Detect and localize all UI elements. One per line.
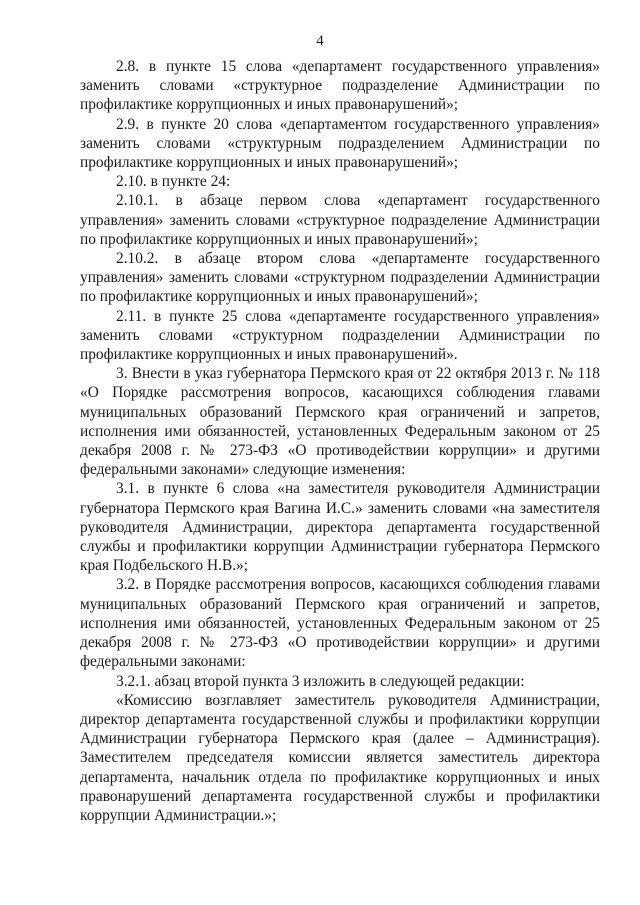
paragraph-2-11: 2.11. в пункте 25 слова «департаменте государственного управления» заменить словами «структурном подразделении Администрации по профилактике коррупционных и иных правонарушений». (80, 307, 600, 364)
paragraph-2-9: 2.9. в пункте 20 слова «департаментом государственного управления» заменить словами «структурным подразделением Администрации по профилактике коррупционных и иных правонарушений»; (80, 115, 600, 172)
paragraph-3-1: 3.1. в пункте 6 слова «на заместителя руководителя Администрации губернатора Пермского края Вагина И.С.» заменить словами «на заместителя руководителя Администрации, директора департамента государственной службы и профилактики коррупции Администрации губернатора Пермского края Подбельского Н.В.»; (80, 480, 600, 575)
paragraph-2-10-2: 2.10.2. в абзаце втором слова «департаменте государственного управления» заменить словами «структурном подразделении Администрации по профилактике коррупционных и иных правонарушений»; (80, 250, 600, 306)
page-number: 4 (316, 33, 324, 49)
paragraph-quote: «Комиссию возглавляет заместитель руководителя Администрации, директор департамента государственной службы и профилактики коррупции Администрации губернатора Пермского края (далее – Администрация). Заместителем председателя комиссии является заместитель директора департамента, начальник отдела по профилактике коррупционных и иных правонарушений департамента государственной службы и профилактики коррупции Администрации.»; (80, 691, 600, 824)
paragraph-3: 3. Внести в указ губернатора Пермского края от 22 октября 2013 г. № 118 «О Порядке рассмотрения вопросов, касающихся соблюдения главами муниципальных образований Пермского края ограничений и запретов, исполнения ими обязанностей, установленных Федеральным законом от 25 декабря 2008 г. № 273-ФЗ «О противодействии коррупции» и другими федеральными законами» следующие изменения: (80, 365, 600, 479)
paragraph-3-2: 3.2. в Порядке рассмотрения вопросов, касающихся соблюдения главами муниципальных образований Пермского края ограничений и запретов, исполнения ими обязанностей, установленных Федеральным законом от 25 декабря 2008 г. № 273-ФЗ «О противодействии коррупции» и другими федеральными законами: (80, 576, 600, 671)
paragraph-2-10-1: 2.10.1. в абзаце первом слова «департамент государственного управления» заменить словами «структурное подразделение Администрации по профилактике коррупционных и иных правонарушений»; (80, 192, 600, 248)
document-body (80, 57, 600, 825)
paragraph-2-10: 2.10. в пункте 24: (116, 173, 231, 191)
paragraph-3-2-1: 3.2.1. абзац второй пункта 3 изложить в следующей редакции: (116, 672, 525, 690)
paragraph-2-8: 2.8. в пункте 15 слова «департамент государственного управления» заменить словами «структурное подразделение Администрации по профилактике коррупционных и иных правонарушений»; (80, 58, 600, 114)
